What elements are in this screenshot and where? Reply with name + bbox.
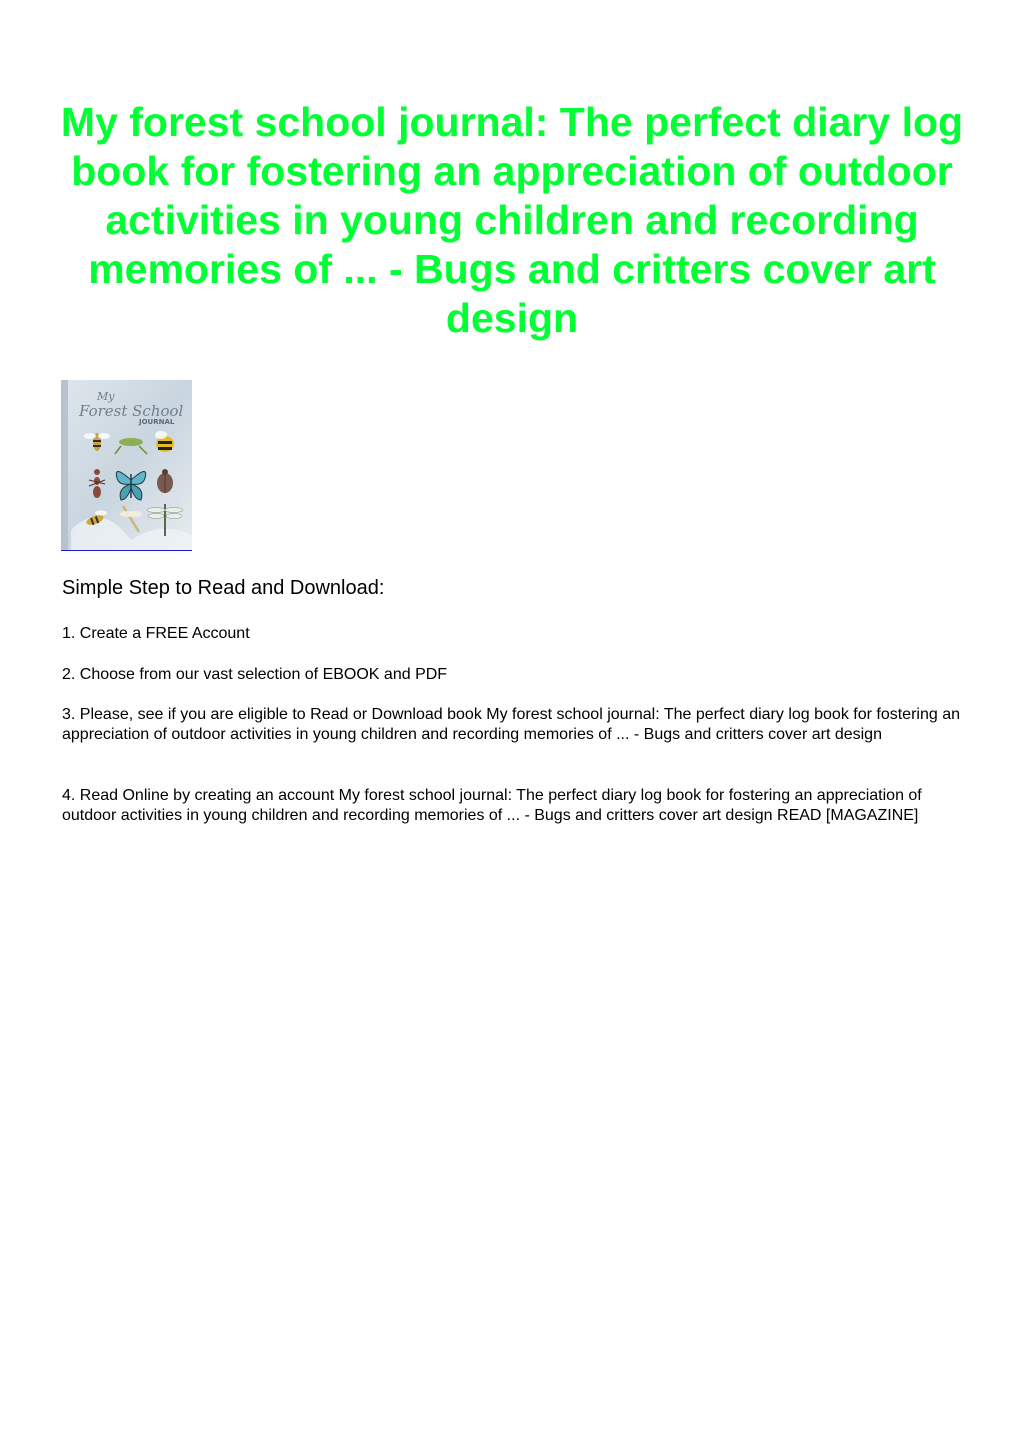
book-cover-image (61, 380, 192, 550)
step-check-eligibility: 3. Please, see if you are eligible to Read or Download book My forest school journal: The perfect diary log book for fostering an appreciation of outdoor activities in young children and recording memories of ... - Bugs and critters cover art design (62, 706, 960, 743)
book-cover-link[interactable] (61, 380, 192, 552)
step-choose-selection: 2. Choose from our vast selection of EBOOK and PDF (62, 666, 448, 683)
cover-title-journal: JOURNAL (139, 418, 175, 426)
steps-heading: Simple Step to Read and Download: (62, 577, 385, 599)
link-underline (61, 550, 192, 551)
step-create-account: 1. Create a FREE Account (62, 625, 250, 642)
page-title: My forest school journal: The perfect diary log book for fostering an appreciation of outdoor activities in young children and recording memories of ... - Bugs and critters cover art design (60, 99, 964, 341)
step-read-online: 4. Read Online by creating an account My forest school journal: The perfect diary log book for fostering an appreciation of outdoor activities in young children and recording memories of ... - Bugs and critters cover art design READ [MAGAZINE] (62, 787, 922, 824)
cover-title-my: My (97, 390, 115, 403)
cover-title-main: Forest School (79, 402, 184, 420)
